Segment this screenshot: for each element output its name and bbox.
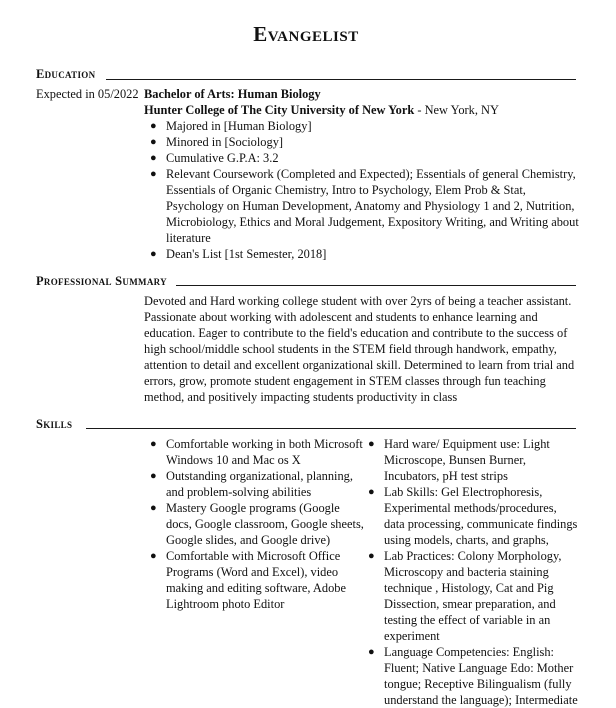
list-item: ● Comfortable with Microsoft Office Programs (Word and Excel), video making and editing software, Adobe Lightroom photo Editor: [150, 549, 346, 611]
bullet-icon: ●: [150, 168, 157, 180]
education-date: Expected in 05/2022: [36, 87, 139, 101]
summary-heading: Professional Summary: [36, 274, 167, 288]
list-item: ● Outstanding organizational, planning, and problem-solving abilities: [150, 469, 353, 499]
bullet-icon: ●: [150, 550, 157, 562]
list-item: ● Dean's List [1st Semester, 2018]: [150, 247, 327, 261]
degree-field: Human Biology: [237, 87, 321, 101]
bullet-icon: ●: [368, 438, 375, 450]
summary-rule: [176, 285, 576, 286]
bullet-icon: ●: [150, 136, 157, 148]
bullet-icon: ●: [150, 152, 157, 164]
education-school-line: [144, 102, 499, 118]
education-bullets: [144, 118, 580, 262]
list-item: ● Language Competencies: English: Fluent; Native Language Edo: Mother tongue; Receptive Bilingualism (fully understand the language); Intermediate: [368, 645, 578, 707]
school-location: - New York, NY: [414, 103, 499, 117]
bullet-icon: ●: [150, 470, 157, 482]
bullet-icon: ●: [150, 438, 157, 450]
list-item: ● Lab Skills: Gel Electrophoresis, Experimental methods/procedures, data processing, communicate findings using models, charts, and graphs,: [368, 485, 578, 547]
skills-rule: [86, 428, 576, 429]
education-rule: [106, 79, 576, 80]
resume-title: Evangelist: [253, 22, 359, 46]
degree-separator: :: [230, 87, 238, 101]
bullet-icon: ●: [150, 248, 157, 260]
bullet-icon: ●: [150, 502, 157, 514]
list-item: ● Lab Practices: Colony Morphology, Microscopy and bacteria staining technique , Histology, Cat and Pig Dissection, smear preparation, and testing the effect of variable in an experiment: [368, 549, 562, 643]
skills-right-list: [362, 436, 580, 708]
summary-text: Devoted and Hard working college student with over 2yrs of being a teacher assistant. Passionate about working with adolescent and students to enhance learning and education. Eager to contribute to the field's education and contribute to the success of high school/middle school students in the STEM field through handwork, empathy, attention to detail and excellent organizational skill. Determined to learn from trial and errors, grow, promote student engagement in STEM classes through fun teaching method, and positively impacting students productivity in class: [144, 294, 575, 404]
skills-left-list: [144, 436, 366, 612]
list-item: ● Comfortable working in both Microsoft Windows 10 and Mac os X: [150, 437, 363, 467]
school-name: Hunter College of The City University of New York: [144, 103, 415, 117]
bullet-icon: ●: [368, 486, 375, 498]
education-heading: Education: [36, 67, 96, 81]
list-item: ● Cumulative G.P.A: 3.2: [150, 151, 279, 165]
education-degree-line: [144, 86, 321, 102]
skills-right-column: [362, 436, 582, 707]
bullet-icon: ●: [150, 120, 157, 132]
list-item: ● Relevant Coursework (Completed and Expected); Essentials of general Chemistry, Essentials of Organic Chemistry, Intro to Psychology, Elem Prob & Stat, Psychology on Human Development, Anatomy and Physiology 1 and 2, Nutrition, Microbiology, Ethics and Moral Judgement, Expository Writing, and Writing about literature: [150, 167, 579, 245]
list-item: ● Hard ware/ Equipment use: Light Microscope, Bunsen Burner, Incubators, pH test strips: [368, 437, 550, 483]
degree-name: Bachelor of Arts: [144, 87, 231, 101]
list-item: ● Minored in [Sociology]: [150, 135, 284, 149]
bullet-icon: ●: [368, 646, 375, 658]
list-item: ● Majored in [Human Biology]: [150, 119, 312, 133]
list-item: ● Mastery Google programs (Google docs, Google classroom, Google sheets, Google slides, and Google drive): [150, 501, 364, 547]
bullet-icon: ●: [368, 550, 375, 562]
skills-heading: Skills: [36, 417, 73, 431]
